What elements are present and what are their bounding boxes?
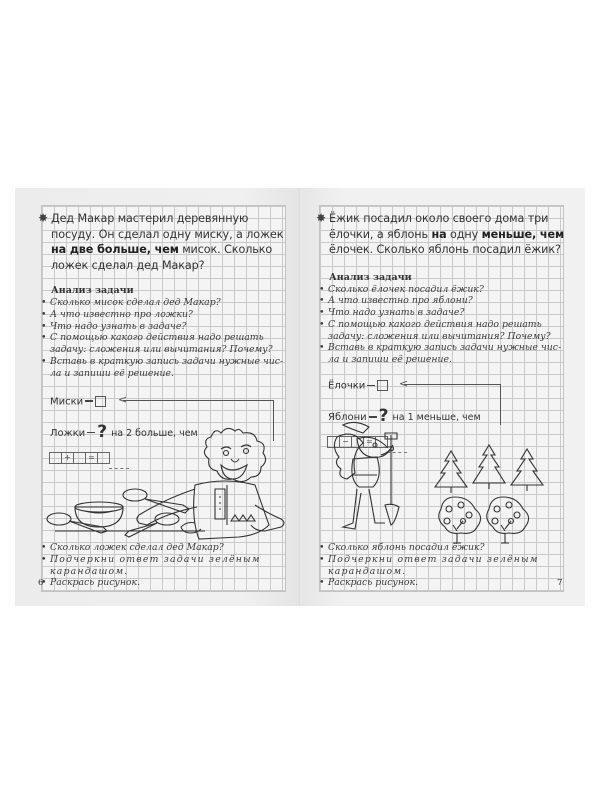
dash xyxy=(367,385,375,386)
task-part: мисок. Сколько ложек сделал дед Макар? xyxy=(51,243,273,272)
final-questions xyxy=(37,542,287,589)
question-item: • Сколько яблонь посадил ёжик? xyxy=(315,542,565,554)
question-item: • Что надо узнать в задаче? xyxy=(37,321,287,333)
right-page-content xyxy=(315,205,565,589)
analysis-questions xyxy=(37,297,287,380)
question-item: • Подчеркни ответ задачи зелёным карандашом. xyxy=(315,554,565,578)
hedgehog-and-trees-illustration xyxy=(323,415,563,545)
scheme-row-bowls xyxy=(50,396,106,408)
final-questions xyxy=(315,542,565,589)
grandpa-makar-illustration xyxy=(45,423,293,543)
task-text xyxy=(37,211,287,273)
star-bullet-icon: ✸ xyxy=(38,211,48,225)
task-part: Ёжик посадил около своего дома три ёлочки, а яблонь xyxy=(329,212,549,241)
question-item: • Вставь в краткую запись задачи нужные числа и запиши её решение. xyxy=(315,342,565,366)
relation-note: на 1 меньше, чем xyxy=(392,412,481,424)
task-part: ёлочек. Сколько яблонь посадил ёжик? xyxy=(329,243,561,256)
equation-cell: = xyxy=(85,452,98,464)
page-number: 6 xyxy=(38,578,44,588)
unknown-mark: ? xyxy=(97,421,108,442)
unknown-mark: ? xyxy=(378,406,389,427)
question-item: • С помощью какого действия надо решать задачу: сложения или вычитания? Почему? xyxy=(315,319,565,343)
left-page xyxy=(15,188,300,606)
question-item: • А что известно про ложки? xyxy=(37,309,287,321)
equation-cell: − xyxy=(339,436,352,448)
equation-cell: + xyxy=(61,452,74,464)
arrow-left-icon: < xyxy=(399,377,409,391)
relation-note: на 2 больше, чем xyxy=(111,427,198,439)
question-item: • Раскрась рисунок. xyxy=(315,577,565,589)
task-part: Дед Макар мастерил деревянную посуду. Он сделал одну миску, а ложек xyxy=(51,212,284,241)
analysis-questions xyxy=(315,284,565,367)
left-page-content xyxy=(37,205,287,589)
task-part-bold: меньше, чем xyxy=(481,227,565,241)
question-item: • Сколько ложек сделал дед Макар? xyxy=(37,542,287,554)
analysis-title: Анализ задачи xyxy=(329,271,412,283)
analysis-title: Анализ задачи xyxy=(51,285,134,296)
answer-box[interactable] xyxy=(377,380,388,391)
task-part-bold: на xyxy=(431,227,447,241)
arrow-left-icon: < xyxy=(118,392,128,406)
task-part: одну xyxy=(446,227,482,241)
question-item: • Сколько ёлочек посадил ёжик? xyxy=(315,284,565,296)
equation-cell: = xyxy=(363,436,376,448)
question-item: • Подчеркни ответ задачи зелёным карандашом. xyxy=(37,554,287,578)
question-item: • Что надо узнать в задаче? xyxy=(315,307,565,319)
dash xyxy=(85,400,93,401)
task-part-bold: на две больше, чем xyxy=(51,243,179,256)
star-bullet-icon: ✸ xyxy=(316,211,326,225)
scheme-row-firs xyxy=(328,380,388,392)
scheme-label: Ложки xyxy=(50,427,86,439)
page-number: 7 xyxy=(557,578,563,588)
question-item: • Вставь в краткую запись задачи нужные числа и запиши её решение. xyxy=(37,356,287,380)
scheme-label: Миски xyxy=(50,396,84,408)
task-text xyxy=(315,211,565,258)
scheme-label: Ёлочки xyxy=(328,380,366,392)
question-item: • А что известно про яблони? xyxy=(315,295,565,307)
question-item: • С помощью какого действия надо решать задачу: сложения или вычитания? Почему? xyxy=(37,332,287,356)
question-item: • Сколько мисок сделал дед Макар? xyxy=(37,297,287,309)
right-page xyxy=(302,188,585,606)
answer-box[interactable] xyxy=(95,396,106,407)
question-item: • Раскрась рисунок. xyxy=(37,577,287,589)
scheme-label: Яблони xyxy=(328,412,367,424)
workbook-spread xyxy=(15,188,585,606)
